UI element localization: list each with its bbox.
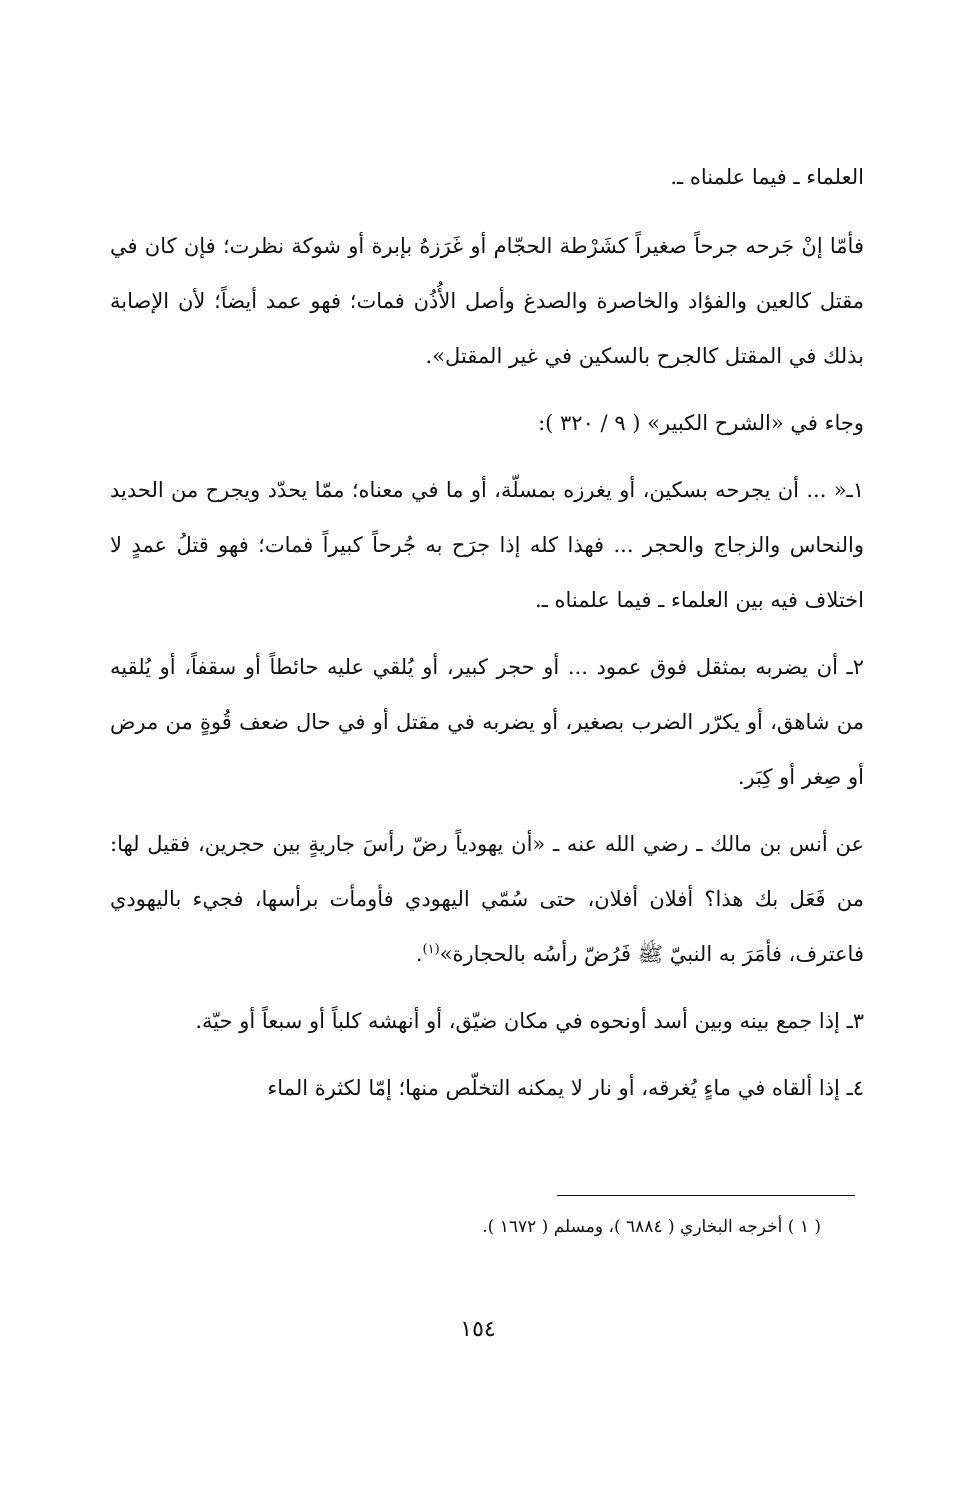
- paragraph-hadith: [110, 817, 864, 982]
- paragraph-item-3: ٣ـ إذا جمع بينه وبين أسد أونحوه في مكان ضيّق، أو أنهشه كلباً أو سبعاً أو حيّة.: [195, 1009, 864, 1033]
- paragraph-item-4: ٤ـ إذا ألقاه في ماءٍ يُغرقه، أو نار لا يمكنه التخلّص منها؛ إمّا لكثرة الماء: [267, 1076, 864, 1100]
- paragraph-quote-end: فأمّا إنْ جَرحه جرحاً صغيراً كشَرْطة الحجّام أو غَرَزهُ بإبرة أو شوكة نظرت؛ فإن كان في مقتل كالعين والفؤاد والخاصرة والصدغ وأصل الأُذُن فمات؛ فهو عمد أيضاً؛ لأن الإصابة بذلك في المقتل كالجرح بالسكين في غير المقتل».: [110, 234, 864, 368]
- paragraph-source-intro: وجاء في «الشرح الكبير» ( ٩ / ٣٢٠ ):: [538, 411, 864, 435]
- paragraph-continuation: العلماء ـ فيما علمناه ـ.: [670, 165, 864, 189]
- footnote: ( ١ ) أخرجه البخاري ( ٦٨٨٤ )، ومسلم ( ١٦٧٢ ).: [482, 1217, 821, 1237]
- paragraph-item-1: ١ـ« ... أن يجرحه بسكين، أو يغرزه بمسلّة، أو ما في معناه؛ ممّا يحدّد ويجرح من الحديد والنحاس والزجاج والحجر ... فهذا كله إذا جرَح به جُرحاً كبيراً فمات؛ فهو قتلُ عمدٍ لا اختلاف فيه بين العلماء ـ فيما علمناه ـ.: [110, 478, 864, 612]
- footnote-reference: (١): [422, 942, 440, 957]
- main-text: [110, 150, 864, 1128]
- paragraph-item-2: ٢ـ أن يضربه بمثقل فوق عمود ... أو حجر كبير، أو يُلقي عليه حائطاً أو سقفاً، أو يُلقيه من شاهق، أو يكرّر الضرب بصغير، أو يضربه في مقتل أو في حال ضعف قُوةٍ من مرض أو صِغر أو كِبَر.: [110, 655, 864, 789]
- page-number: ١٥٤: [460, 1317, 496, 1342]
- hadith-tail: .: [415, 942, 423, 966]
- footnote-divider: [557, 1195, 855, 1196]
- hadith-text: عن أنس بن مالك ـ رضي الله عنه ـ «أن يهودياً رضّ رأسَ جاريةٍ بين حجرين، فقيل لها: من فَعَل بك هذا؟ أفلان أفلان، حتى سُمّي اليهودي فأومأت برأسها، فجيء باليهودي فاعترف، فأمَرَ به النبيّ ﷺ فَرُضّ رأسُه بالحجارة»: [110, 832, 864, 966]
